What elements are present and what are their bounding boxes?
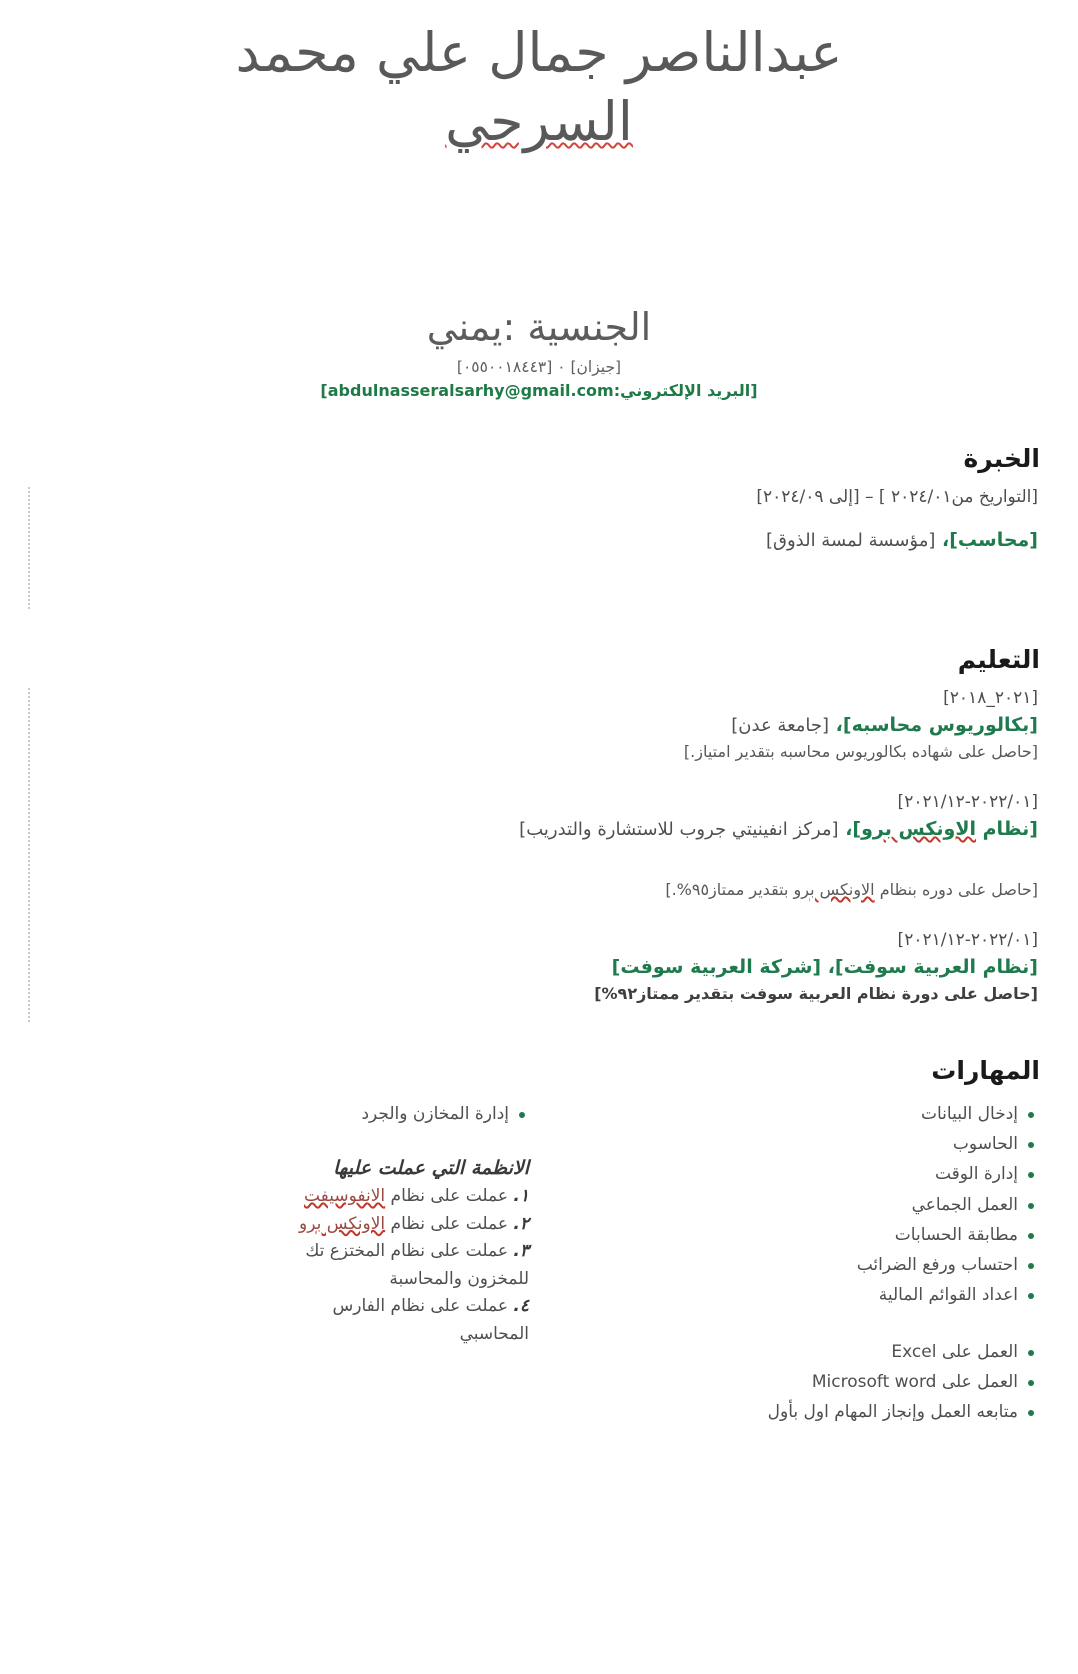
experience-title (30, 529, 1038, 551)
skill-item: إدارة الوقت (539, 1159, 1038, 1189)
skill-item: احتساب ورفع الضرائب (539, 1250, 1038, 1280)
system-number: ٤. (513, 1296, 529, 1317)
skill-item: مطابقة الحسابات (539, 1220, 1038, 1250)
education-desc-1: [حاصل على شهاده بكالوريوس محاسبه بتقدير امتياز.] (683, 741, 1038, 761)
education-degree-2-pre: [نظام (975, 817, 1038, 840)
education-title-1 (30, 714, 1038, 736)
skill-item: العمل على Microsoft word (539, 1367, 1038, 1397)
experience-heading: الخبرة (963, 443, 1040, 473)
education-degree-3: [نظام العربية سوفت]، (827, 955, 1038, 978)
skills-list-left (28, 1099, 529, 1129)
skill-item: متابعه العمل وإنجاز المهام اول بأول (539, 1397, 1038, 1427)
systems-list (28, 1183, 529, 1348)
contact-email-row (0, 381, 1078, 400)
skills-columns (28, 1099, 1050, 1428)
skills-list-primary (539, 1099, 1038, 1311)
experience-entry (30, 487, 1038, 585)
education-desc-2-pre: [حاصل على دوره بنظام (874, 879, 1038, 899)
nationality-text: الجنسية :يمني (426, 305, 652, 350)
education-title-2 (30, 818, 1038, 840)
skill-item: الحاسوب (539, 1129, 1038, 1159)
education-entry-3 (30, 930, 1038, 1006)
education-org-1: [جامعة عدن] (731, 714, 830, 736)
skills-column-right (539, 1099, 1050, 1428)
education-desc-3: [حاصل على دورة نظام العربية سوفت بتقدير ممتاز٩٢%] (594, 983, 1038, 1003)
experience-body (28, 487, 1050, 609)
system-number: ١. (513, 1186, 529, 1207)
system-text-misspelled: الاونكس برو (299, 1213, 386, 1234)
education-org-2: [مركز انفينيتي جروب للاستشارة والتدريب] (519, 818, 839, 840)
email-value[interactable]: abdulnasseralsarhy@gmail.com (327, 380, 614, 400)
experience-org: [مؤسسة لمسة الذوق] (765, 529, 936, 551)
email-bracket-close: ] (320, 380, 328, 400)
skills-heading: المهارات (931, 1055, 1040, 1085)
system-text-pre: عملت على نظام الفارس (332, 1296, 508, 1317)
experience-section (28, 444, 1050, 609)
system-number: ٣. (513, 1241, 529, 1262)
contact-phone-location: [جيزان] ٠ [٠٥٥٠٠١٨٤٤٣] (456, 357, 622, 376)
education-body (28, 688, 1050, 1022)
education-org-3: [شركة العربية سوفت] (611, 955, 822, 978)
skills-section (28, 1056, 1050, 1085)
system-text-misspelled: الانفوسيفت (303, 1186, 386, 1207)
education-dates-2: [٢٠٢٢/٠١-٢٠٢١/١٢] (897, 791, 1038, 812)
skill-item: اعداد القوائم المالية (539, 1280, 1038, 1310)
education-entry-1 (30, 688, 1038, 764)
education-desc-2 (30, 878, 1038, 902)
name-line-2: السرحي (445, 90, 633, 154)
skills-list-secondary (539, 1337, 1038, 1428)
skills-column-left (28, 1099, 539, 1348)
education-dates-1: [٢٠٢١_٢٠١٨] (943, 687, 1038, 708)
experience-dates: [التواريخ من٢٠٢٤/٠١ ] – [إلى ٢٠٢٤/٠٩] (756, 486, 1038, 507)
system-list-item (28, 1211, 529, 1239)
system-text-pre: عملت على نظام المختزع تك (305, 1241, 508, 1262)
system-number: ٢. (513, 1213, 529, 1234)
education-degree-2-misspelled: الاونكس برو (861, 817, 976, 840)
system-text-cont: المحاسبي (459, 1323, 529, 1344)
email-label: [البريد الإلكتروني: (613, 380, 758, 400)
education-entry-2 (30, 792, 1038, 902)
page-title (0, 0, 1078, 156)
system-list-item-cont (28, 1266, 529, 1294)
skill-item: العمل على Excel (539, 1337, 1038, 1367)
education-degree-2-post: ]، (845, 817, 862, 840)
skill-item: إدارة المخازن والجرد (28, 1099, 529, 1129)
systems-heading: الانظمة التي عملت عليها (333, 1157, 529, 1180)
experience-job-title: [محاسب]، (942, 528, 1038, 551)
system-text-cont: للمخزون والمحاسبة (389, 1268, 529, 1289)
system-text-pre: عملت على نظام (385, 1186, 508, 1207)
system-list-item (28, 1238, 529, 1266)
education-title-3 (30, 956, 1038, 978)
system-list-item (28, 1293, 529, 1321)
header-block (0, 0, 1078, 400)
skill-item: إدخال البيانات (539, 1099, 1038, 1129)
system-text-pre: عملت على نظام (385, 1213, 508, 1234)
name-line-1: عبدالناصر جمال علي محمد (235, 21, 843, 84)
education-heading: التعليم (957, 644, 1040, 674)
education-degree-1: [بكالوريوس محاسبه]، (835, 713, 1038, 736)
skill-item: العمل الجماعي (539, 1190, 1038, 1220)
education-dates-3: [٢٠٢٢/٠١-٢٠٢١/١٢] (897, 929, 1038, 950)
system-list-item-cont (28, 1321, 529, 1349)
education-desc-2-misspelled: الاونكس برو (793, 879, 875, 899)
education-desc-2-post: بتقدير ممتاز٩٥%.] (665, 879, 794, 899)
education-section (28, 645, 1050, 1022)
system-list-item (28, 1183, 529, 1211)
